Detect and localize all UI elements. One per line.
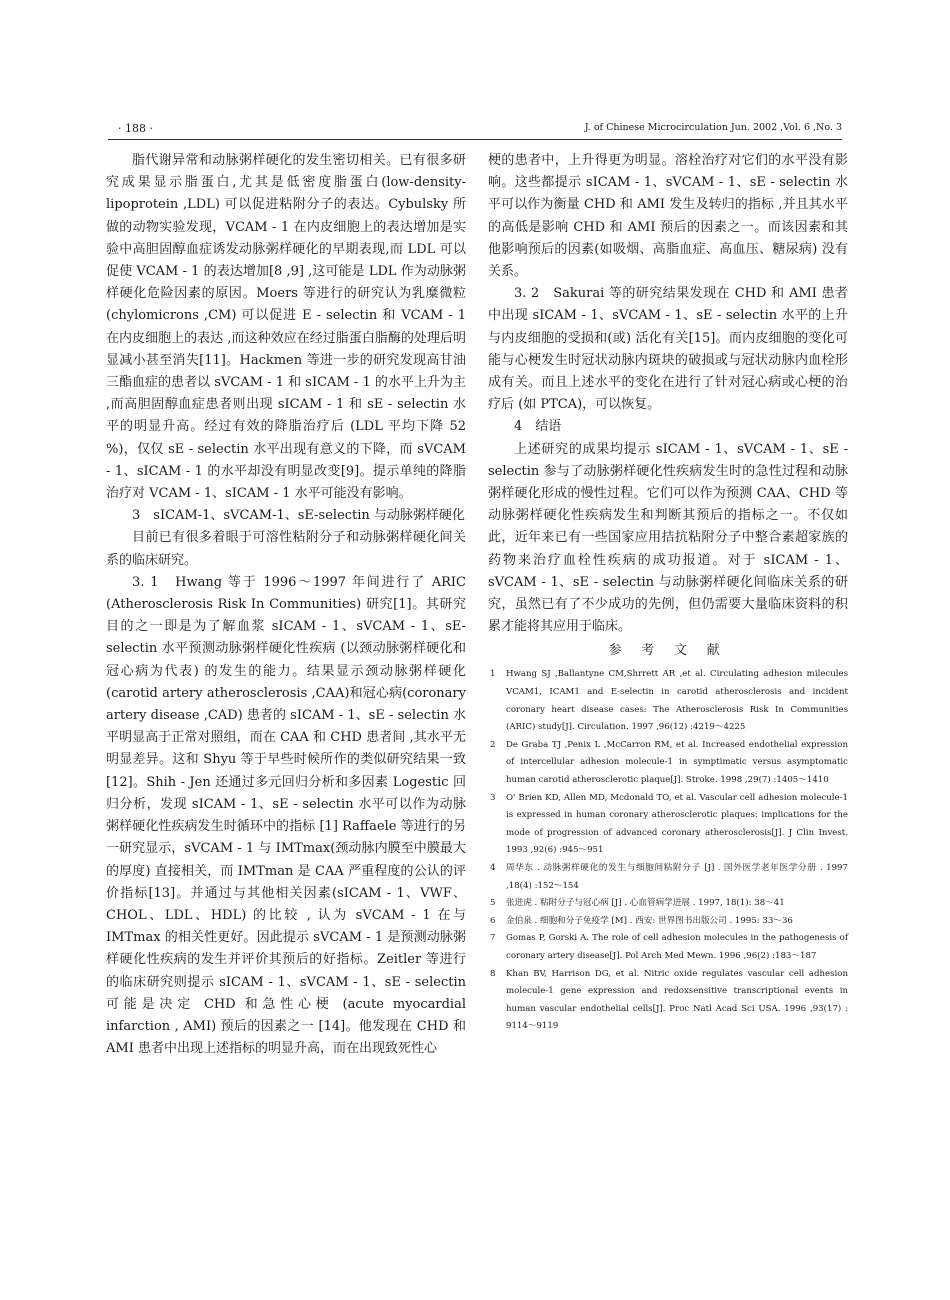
reference-number: 7 (490, 933, 496, 944)
reference-number: 5 (490, 898, 496, 909)
left-column (106, 150, 466, 1060)
reference-item (488, 930, 848, 965)
reference-text: 周华东 . 动脉粥样硬化的发生与细胞间粘附分子 [J] . 国外医学老年医学分册 . 1997 ,18(4) :152～154 (506, 863, 848, 891)
header-rule (108, 139, 842, 140)
paragraph-conclusion: 上述研究的成果均提示 sICAM - 1、sVCAM - 1、sE - selectin 参与了动脉粥样硬化性疾病发生时的急性过程和动脉粥样硬化形成的慢性过程。它们可以作为预测 CAA、CHD 等动脉粥样硬化性疾病发生和判断其预后的指标之一。不仅如此，近年来已有一些国家应用拮抗粘附分子中整合素超家族的药物来治疗血栓性疾病的成功报道。对于 sICAM - 1、sVCAM - 1、sE - selectin 与动脉粥样硬化间临床关系的研究，虽然已有了不少成功的先例，但仍需要大量临床资料的积累才能将其应用于临床。 (488, 441, 848, 635)
journal-citation: J. of Chinese Microcirculation Jun. 2002 ,Vol. 6 ,No. 3 (584, 122, 842, 133)
reference-number: 6 (490, 915, 496, 926)
reference-text: Gomas P, Gorski A. The role of cell adhesion molecules in the pathogenesis of coronary artery disease[J]. Pol Arch Med Mewn. 1996 ,96(2) :183～187 (506, 933, 848, 961)
reference-text: 张进虎 . 粘附分子与冠心病 [J] . 心血管病学进展 . 1997, 18(1): 38～41 (506, 898, 785, 909)
reference-item (488, 895, 848, 913)
references-heading: 参 考 文 献 (608, 643, 728, 659)
reference-number: 2 (490, 739, 496, 750)
reference-text: Khan BV, Harrison DG, et al. Nitric oxide regulates vascular cell adhesion molecule-1 gene expression and redoxsensitive transcriptional events in human vascular endothelial cells[J]. Proc Natl Acad Sci USA. 1996 ,93(17) : 9114～9119 (506, 968, 848, 1032)
reference-list (488, 666, 848, 1035)
paragraph-3-1: 3. 1 Hwang 等于 1996～1997 年间进行了 ARIC (Atherosclerosis Risk In Communities) 研究[1]。其研究目的之一即是为了解血浆 sICAM - 1、sVCAM - 1、sE-selectin 水平预测动脉粥样硬化性疾病 (以颈动脉粥样硬化和冠心病为代表) 的发生的能力。结果显示颈动脉粥样硬化(carotid artery atherosclerosis ,CAA)和冠心病(coronary artery disease ,CAD) 患者的 sICAM - 1、sE - selectin 水平明显高于正常对照组，而在 CAA 和 CHD 患者间 ,其水平无明显差异。这和 Shyu 等于早些时候所作的类似研究结果一致[12]。Shih - Jen 还通过多元回归分析和多因素 Logestic 回归分析，发现 sICAM - 1、sE - selectin 水平可以作为动脉粥样硬化性疾病发生时循环中的指标 [1] Raffaele 等进行的另一研究显示，sVCAM - 1 与 IMTmax(颈动脉内膜至中膜最大的厚度) 直接相关，而 IMTman 是 CAA 严重程度的公认的评价指标[13]。并通过与其他相关因素(sICAM - 1、VWF、CHOL、LDL、HDL) 的比较 , 认为 sVCAM - 1 在与 IMTmax 的相关性更好。因此提示 sVCAM - 1 是预测动脉粥样硬化性疾病的发生并评价其预后的好指标。Zeitler 等进行的临床研究则提示 sICAM - 1、sVCAM - 1、sE - selectin 可能是决定 CHD 和急性心梗 (acute myocardial infarction , AMI) 预后的因素之一 [14]。他发现在 CHD 和 AMI 患者中出现上述指标的明显升高，而在出现致死性心 (106, 574, 466, 1057)
reference-item (488, 860, 848, 895)
reference-item (488, 790, 848, 860)
reference-text: O' Brien KD, Allen MD, Mcdonald TO, et al. Vascular cell adhesion molecule-1 is expressed in human coronary atherosclerotic plaques: implications for the mode of progression of advanced coronary atherosclerosis[J]. J Clin Invest. 1993 ,92(6) :945～951 (506, 792, 848, 856)
right-column (488, 150, 848, 1036)
section-3-heading: 3 sICAM-1、sVCAM-1、sE-selectin 与动脉粥样硬化 (132, 508, 465, 524)
paragraph-3-2: 3. 2 Sakurai 等的研究结果发现在 CHD 和 AMI 患者中出现 sICAM - 1、sVCAM - 1、sE - selectin 水平的上升与内皮细胞的受损和(或) 活化有关[15]。而内皮细胞的变化可能与心梗发生时冠状动脉内斑块的破损或与冠状动脉内血栓形成有关。而且上述水平的变化在进行了针对冠心病或心梗的治疗后 (如 PTCA)，可以恢复。 (488, 286, 848, 413)
reference-item (488, 737, 848, 790)
reference-item (488, 913, 848, 931)
reference-item (488, 966, 848, 1036)
paragraph-continued: 梗的患者中，上升得更为明显。溶栓治疗对它们的水平没有影响。这些都提示 sICAM - 1、sVCAM - 1、sE - selectin 水平可以作为衡量 CHD 和 AMI 发生及转归的指标 ,并且其水平的高低是影响 CHD 和 AMI 预后的因素之一。而该因素和其他影响预后的因素(如吸烟、高脂血症、高血压、糖尿病) 没有关系。 (488, 153, 848, 280)
reference-text: De Graba TJ ,Penix L ,McCarron RM, et al. Increased endothelial expression of intercellular adhesion molecule-1 in symptimatic versus asymptomatic human carotid atherosclerotic plaque[J]. Stroke. 1998 ,29(7) :1405～1410 (506, 739, 848, 786)
paragraph-lipid: 脂代谢异常和动脉粥样硬化的发生密切相关。已有很多研究成果显示脂蛋白,尤其是低密度脂蛋白(low-density-lipoprotein ,LDL) 可以促进粘附分子的表达。Cybulsky 所做的动物实验发现，VCAM - 1 在内皮细胞上的表达增加是实验中高胆固醇血症诱发动脉粥样硬化的早期表现,而 LDL 可以促使 VCAM - 1 的表达增加[8 ,9] ,这可能是 LDL 作为动脉粥样硬化危险因素的原因。Moers 等进行的研究认为乳糜微粒 (chylomicrons ,CM) 可以促进 E - selectin 和 VCAM - 1 在内皮细胞上的表达 ,而这种效应在经过脂蛋白脂酶的处理后明显减小甚至消失[11]。Hackmen 等进一步的研究发现高甘油三酯血症的患者以 sVCAM - 1 和 sICAM - 1 的水平上升为主 ,而高胆固醇血症患者则出现 sICAM - 1 和 sE - selectin 水平的明显升高。经过有效的降脂治疗后 (LDL 平均下降 52 %)，仅仅 sE - selectin 水平出现有意义的下降，而 sVCAM - 1、sICAM - 1 的水平却没有明显改变[9]。提示单纯的降脂治疗对 VCAM - 1、sICAM - 1 水平可能没有影响。 (106, 153, 466, 502)
reference-number: 8 (490, 968, 496, 979)
paragraph-section3-intro: 目前已有很多着眼于可溶性粘附分子和动脉粥样硬化间关系的临床研究。 (106, 530, 466, 568)
page-number: · 188 · (118, 122, 153, 135)
reference-number: 4 (490, 863, 496, 873)
reference-number: 3 (490, 792, 496, 803)
reference-text: 金伯泉 . 细胞和分子免疫学 [M] . 西安: 世界图书出版公司 . 1995: 33～36 (506, 915, 793, 926)
reference-item (488, 666, 848, 736)
running-header (108, 118, 842, 140)
reference-text: Hwang SJ ,Ballantyne CM,Shrrett AR ,et al. Circulating adhesion milecules VCAM1, ICAM1 and E-selectin in carotid atherosclerosis and incident coronary heart disease cases: The Atherosclerosis Risk In Communities (ARIC) study[J]. Circulation. 1997 ,96(12) :4219～4225 (506, 669, 848, 733)
section-4-heading: 4 结语 (514, 419, 562, 435)
reference-number: 1 (490, 669, 496, 680)
